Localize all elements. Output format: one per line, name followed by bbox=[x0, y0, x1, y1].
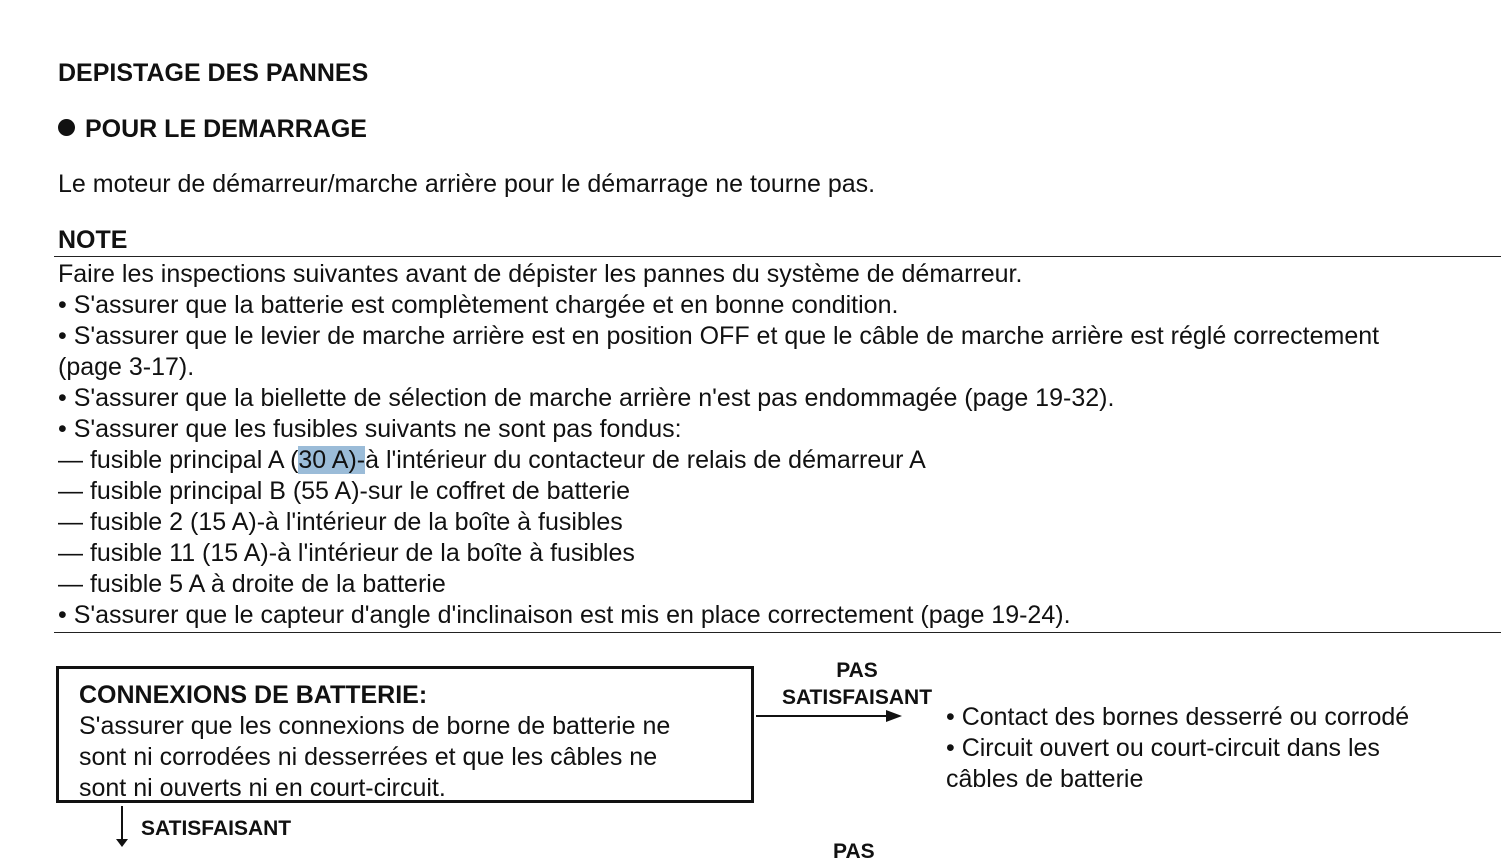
note-line: • S'assurer que la biellette de sélection de marche arrière n'est pas endommagée (page 19-32). bbox=[58, 384, 1115, 412]
text-selection-highlight[interactable]: 30 A)- bbox=[298, 446, 366, 474]
note-line-fuse-a: — fusible principal A (30 A)-à l'intérieur du contacteur de relais de démarreur A bbox=[58, 446, 926, 474]
section-heading-label: POUR LE DEMARRAGE bbox=[85, 115, 367, 143]
note-line: — fusible principal B (55 A)-sur le coffret de batterie bbox=[58, 477, 631, 505]
note-line: — fusible 11 (15 A)-à l'intérieur de la boîte à fusibles bbox=[58, 539, 635, 567]
note-line: — fusible 2 (15 A)-à l'intérieur de la boîte à fusibles bbox=[58, 508, 623, 536]
section-heading bbox=[58, 115, 367, 144]
battery-connections-box bbox=[56, 666, 754, 803]
box-title: CONNEXIONS DE BATTERIE: bbox=[79, 681, 428, 709]
filled-circle-icon bbox=[58, 119, 75, 136]
note-line: • S'assurer que le capteur d'angle d'inclinaison est mis en place correctement (page 19-24). bbox=[58, 601, 1071, 629]
box-body: S'assurer que les connexions de borne de batterie ne sont ni corrodées ni desserrées et que les câbles ne sont ni ouverts ni en court-circuit. bbox=[79, 712, 671, 802]
note-line: — fusible 5 A à droite de la batterie bbox=[58, 570, 446, 598]
cause-item: • Contact des bornes desserré ou corrodé bbox=[946, 703, 1410, 731]
branch-ok-label: SATISFAISANT bbox=[141, 817, 292, 840]
note-line: • S'assurer que le levier de marche arrière est en position OFF et que le câble de marche arrière est réglé correctement bbox=[58, 322, 1380, 350]
possible-causes-list bbox=[946, 702, 1486, 795]
note-line: Faire les inspections suivantes avant de dépister les pannes du système de démarreur. bbox=[58, 260, 1023, 288]
note-line: (page 3-17). bbox=[58, 353, 195, 381]
note-line: • S'assurer que la batterie est complètement chargée et en bonne condition. bbox=[58, 291, 899, 319]
cause-item: • Circuit ouvert ou court-circuit dans les bbox=[946, 734, 1380, 762]
note-line: • S'assurer que les fusibles suivants ne sont pas fondus: bbox=[58, 415, 682, 443]
note-body bbox=[58, 259, 1379, 631]
arrow-right-icon bbox=[756, 707, 906, 727]
note-heading: NOTE bbox=[58, 226, 128, 254]
arrow-down-icon bbox=[112, 806, 132, 847]
branch-not-ok-label: PAS SATISFAISANT bbox=[781, 659, 933, 709]
next-branch-label-partial: PAS bbox=[833, 840, 875, 863]
note-top-rule bbox=[54, 256, 1501, 257]
cause-item-continuation: câbles de batterie bbox=[946, 765, 1144, 793]
note-bottom-rule bbox=[54, 632, 1501, 633]
page-title: DEPISTAGE DES PANNES bbox=[58, 59, 369, 87]
symptom-text: Le moteur de démarreur/marche arrière pour le démarrage ne tourne pas. bbox=[58, 170, 876, 198]
